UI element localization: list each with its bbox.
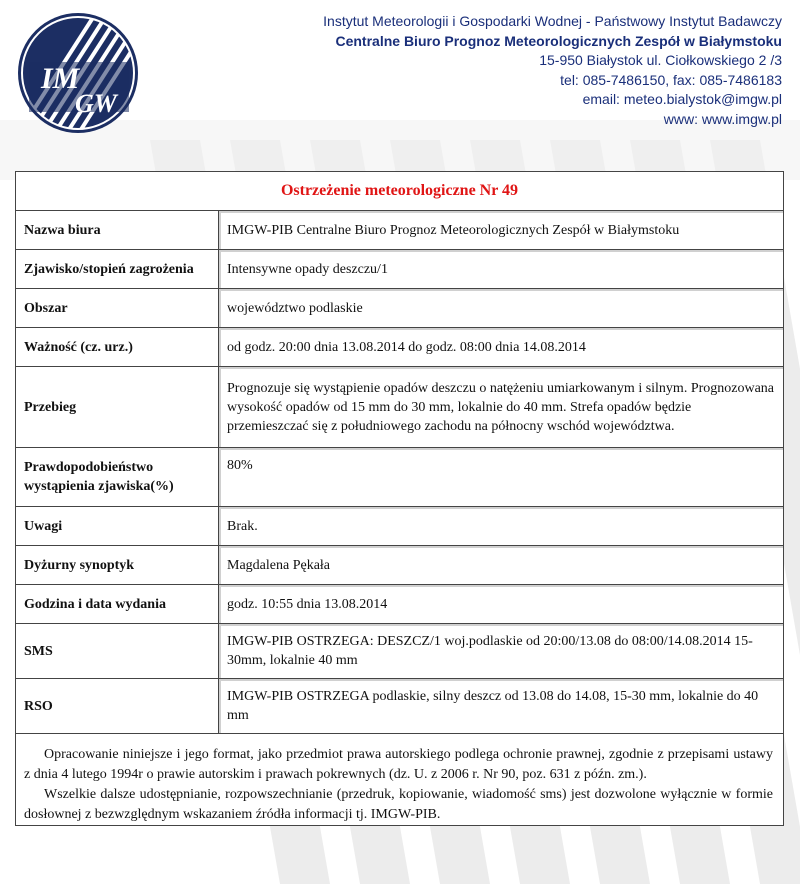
row-value: Prognozuje się wystąpienie opadów deszczu o natężeniu umiarkowanym i silnym. Prognozowana wysokość opadów od 15 mm do 30 mm, lokalnie do 40 mm. Strefa opadów będzie przemieszczać się z południowego zachodu na północny wschód województwa.: [219, 367, 783, 447]
row-value: IMGW-PIB Centralne Biuro Prognoz Meteorologicznych Zespół w Białymstoku: [219, 211, 783, 249]
row-value: od godz. 20:00 dnia 13.08.2014 do godz. 08:00 dnia 14.08.2014: [219, 328, 783, 366]
row-label: Przebieg: [16, 367, 219, 447]
row-label: Obszar: [16, 289, 219, 327]
row-label: Ważność (cz. urz.): [16, 328, 219, 366]
row-value: Brak.: [219, 507, 783, 545]
distribution-paragraph: Wszelkie dalsze udostępnianie, rozpowszechnianie (przedruk, kopiowanie, wiadomość sms) jest dozwolone wyłącznie w formie dosłownej z bezwzględnym wskazaniem źródła informacji tj. IMGW-PIB.: [24, 787, 773, 822]
row-value: godz. 10:55 dnia 13.08.2014: [219, 585, 783, 623]
row-value: 80%: [219, 448, 783, 506]
org-name: Instytut Meteorologii i Gospodarki Wodnej - Państwowy Instytut Badawczy: [323, 13, 782, 29]
address: 15-950 Białystok ul. Ciołkowskiego 2 /3: [539, 52, 782, 68]
table-row: [16, 249, 783, 288]
row-value: województwo podlaskie: [219, 289, 783, 327]
website[interactable]: www: www.imgw.pl: [663, 110, 782, 127]
table-row: [16, 447, 783, 506]
organization-info: [323, 12, 782, 129]
copyright-paragraph: Opracowanie niniejsze i jego format, jako przedmiot prawa autorskiego podlega ochronie prawnej, zgodnie z przepisami ustawy z dnia 4 lutego 1994r o prawie autorskim i prawach pokrewnych (dz. U. z 2006 r. Nr 90, poz. 631 z późn. zm.).: [24, 747, 773, 782]
row-label: Nazwa biura: [16, 211, 219, 249]
row-label: SMS: [16, 624, 219, 678]
warning-panel: [15, 171, 784, 826]
row-label: Uwagi: [16, 507, 219, 545]
table-row: [16, 678, 783, 733]
row-value: IMGW-PIB OSTRZEGA podlaskie, silny deszcz od 13.08 do 14.08, 15-30 mm, lokalnie do 40 mm: [219, 679, 783, 733]
imgw-logo-icon: [17, 12, 139, 134]
office-name: Centralne Biuro Prognoz Meteorologicznych Zespół w Białymstoku: [335, 32, 782, 49]
table-row: [16, 210, 783, 249]
logo-text-top: IM: [41, 62, 80, 95]
email[interactable]: email: meteo.bialystok@imgw.pl: [582, 91, 782, 107]
row-label: Prawdopodobieństwo wystąpienia zjawiska(%): [16, 448, 219, 506]
logo-text-bottom: GW: [75, 89, 117, 118]
row-label: Dyżurny synoptyk: [16, 546, 219, 584]
table-row: [16, 623, 783, 678]
table-row: [16, 584, 783, 623]
table-row: [16, 506, 783, 545]
copyright-notice: [16, 733, 783, 825]
table-row: [16, 366, 783, 447]
row-label: Zjawisko/stopień zagrożenia: [16, 250, 219, 288]
letterhead: [0, 0, 800, 170]
row-value: Intensywne opady deszczu/1: [219, 250, 783, 288]
table-row: [16, 327, 783, 366]
warning-title: Ostrzeżenie meteorologiczne Nr 49: [280, 182, 519, 199]
table-row: [16, 545, 783, 584]
table-row: [16, 288, 783, 327]
row-value: Magdalena Pękała: [219, 546, 783, 584]
phone-fax: tel: 085-7486150, fax: 085-7486183: [560, 71, 782, 88]
row-value: IMGW-PIB OSTRZEGA: DESZCZ/1 woj.podlaskie od 20:00/13.08 do 08:00/14.08.2014 15-30mm, lokalnie 40 mm: [219, 624, 783, 678]
row-label: RSO: [16, 679, 219, 733]
row-label: Godzina i data wydania: [16, 585, 219, 623]
